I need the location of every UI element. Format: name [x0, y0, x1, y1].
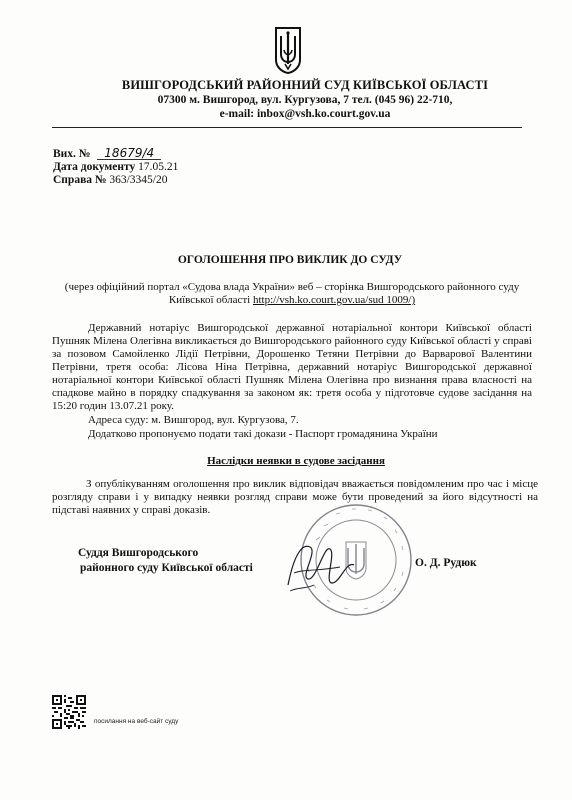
header-divider — [52, 127, 522, 128]
outgoing-number-value: 18679/4 — [97, 147, 161, 160]
court-address-line: Адреса суду: м. Вишгород, вул. Кургузова, 7. — [88, 414, 299, 426]
consequences-heading: Наслідки неявки в судове засідання — [207, 455, 385, 467]
qr-code-icon[interactable] — [52, 695, 86, 729]
qr-caption: посилання на веб-сайт суду — [94, 718, 179, 725]
judge-position — [78, 546, 253, 576]
notice-title: ОГОЛОШЕННЯ ПРО ВИКЛИК ДО СУДУ — [177, 254, 403, 266]
document-date-row — [53, 161, 178, 173]
judge-handwritten-signature — [280, 525, 360, 600]
evidence-line: Додатково пропонуємо подати такі докази - Паспорт громадянина України — [88, 428, 438, 440]
outgoing-number-row — [53, 147, 161, 160]
portal-note — [52, 281, 532, 307]
court-email: e-mail: inbox@vsh.ko.court.gov.ua — [219, 108, 391, 120]
judge-position-line1: Суддя Вишгородського — [78, 547, 199, 559]
court-address: 07300 м. Вишгород, вул. Кургузова, 7 тел. (045 96) 22-710, — [157, 94, 453, 106]
portal-note-text: (через офіційний портал «Судова влада України» веб – сторінка Вишгородського районного суду Київської області — [64, 281, 520, 306]
court-website-link[interactable]: http://vsh.ko.court.gov.ua/sud 1009/) — [252, 294, 416, 306]
judge-name: О. Д. Рудюк — [415, 557, 477, 569]
case-number-value: 363/3345/20 — [109, 174, 168, 186]
document-date-label: Дата документу — [53, 161, 136, 173]
document-date-value: 17.05.21 — [138, 161, 179, 173]
judge-position-line2: районного суду Київської області — [80, 562, 253, 574]
consequences-paragraph: З опублікуванням оголошення про виклик відповідач вважається повідомленим про час і місце розгляду справи і у випадку неявки розгляд справи може бути проведений за його відсутності на підставі наявних у справі доказів. — [52, 478, 538, 516]
coat-of-arms-icon — [273, 26, 303, 74]
consequences-heading-wrap — [0, 455, 572, 467]
outgoing-number-label: Вих. № — [53, 148, 91, 160]
court-name: ВИШГОРОДСЬКИЙ РАЙОННИЙ СУД КИЇВСЬКОЇ ОБЛАСТІ — [121, 78, 489, 92]
case-number-row — [53, 174, 167, 186]
case-number-label: Справа № — [53, 174, 107, 186]
summons-paragraph: Державний нотаріус Вишгородської державної нотаріальної контори Київської області Пушняк Мілена Олегівна викликається до Вишгородського районного суду Київської області у справі за позовом Самойленко Лідії Петрівни, Дорошенко Тетяни Петрівни до Варварової Валентини Петрівни, третя особа: Лісова Ніна Петрівна, державний нотаріус Вишгородської державної нотаріальної контори Київської області Пушняк Мілена Олегівна про визнання права власності на спадкове майно в порядку спадкування за законом як: третя особа у підготовче судове засідання на 15:20 годин 13.07.21 року. — [52, 322, 532, 412]
